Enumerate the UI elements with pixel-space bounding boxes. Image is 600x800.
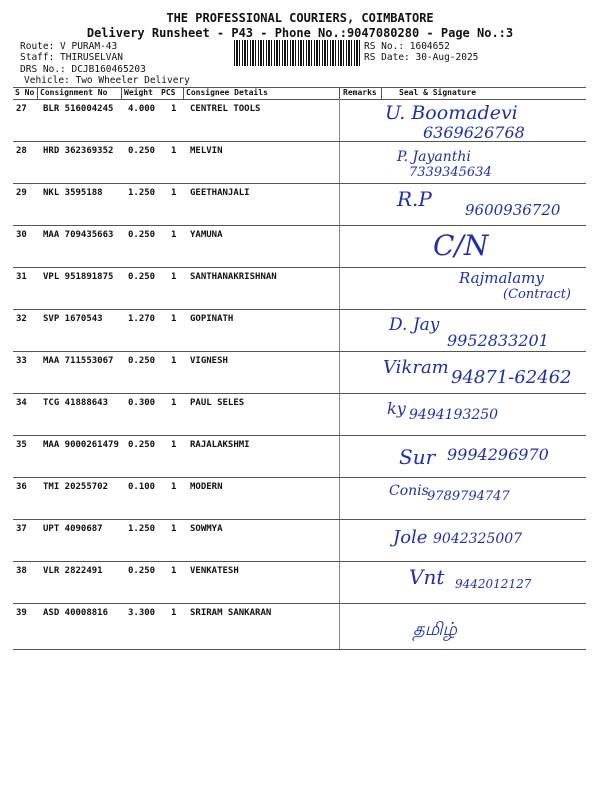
row-sno: 32 (16, 314, 27, 324)
row-consignment: UPT 4090687 (43, 524, 103, 534)
signature-name: Jole (393, 527, 428, 548)
row-pcs: 1 (171, 482, 177, 492)
signature-phone: 9952833201 (447, 331, 549, 350)
row-consignee: RAJALAKSHMI (190, 440, 250, 450)
row-weight: 0.250 (128, 356, 156, 366)
signature-phone: 7339345634 (409, 165, 492, 180)
row-sno: 29 (16, 188, 27, 198)
row-sno: 30 (16, 230, 27, 240)
rs-number: RS No.: 1604652 (364, 41, 450, 52)
signature-phone: 94871-62462 (451, 367, 572, 388)
row-consignee: GOPINATH (190, 314, 234, 324)
row-sno: 36 (16, 482, 27, 492)
row-consignment: HRD 362369352 (43, 146, 114, 156)
table-row (13, 603, 586, 649)
signature-phone: 6369626768 (423, 123, 525, 142)
row-pcs: 1 (171, 398, 177, 408)
header-remarks: Remarks (343, 88, 377, 97)
header-weight: Weight (124, 88, 153, 97)
row-consignment: VLR 2822491 (43, 566, 103, 576)
drs-label: DRS No.: DCJB160465203 (20, 64, 146, 75)
table-row (13, 477, 586, 519)
row-weight: 0.300 (128, 398, 156, 408)
row-weight: 0.250 (128, 440, 156, 450)
signature-name: Vikram (383, 357, 449, 378)
row-pcs: 1 (171, 188, 177, 198)
row-consignee: MODERN (190, 482, 223, 492)
page-title: THE PROFESSIONAL COURIERS, COIMBATORE (166, 11, 434, 25)
row-consignee: SOWMYA (190, 524, 223, 534)
row-consignment: NKL 3595188 (43, 188, 103, 198)
header-consignment: Consignment No (40, 88, 108, 97)
row-weight: 0.100 (128, 482, 156, 492)
row-sno: 27 (16, 104, 27, 114)
row-consignee: CENTREL TOOLS (190, 104, 261, 114)
signature-name: C/N (433, 229, 489, 262)
row-weight: 0.250 (128, 566, 156, 576)
row-consignee: VENKATESH (190, 566, 239, 576)
row-sno: 35 (16, 440, 27, 450)
signature-phone: (Contract) (503, 287, 571, 302)
row-pcs: 1 (171, 356, 177, 366)
row-pcs: 1 (171, 230, 177, 240)
row-consignee: MELVIN (190, 146, 223, 156)
table-row (13, 351, 586, 393)
row-pcs: 1 (171, 608, 177, 618)
signature-name: Conis (389, 483, 429, 499)
table-row (13, 309, 586, 351)
header-sno: S No (15, 88, 35, 97)
table-row (13, 183, 586, 225)
table-row (13, 141, 586, 183)
row-weight: 1.270 (128, 314, 156, 324)
signature-name: R.P (397, 187, 432, 211)
signature-name: P. Jayanthi (397, 149, 471, 165)
signature-phone: 9042325007 (433, 531, 523, 547)
row-consignee: VIGNESH (190, 356, 228, 366)
row-weight: 4.000 (128, 104, 156, 114)
vehicle-label: Vehicle: Two Wheeler Delivery (24, 75, 190, 86)
barcode (234, 40, 362, 66)
header-pcs: PCS (161, 88, 176, 97)
signature-phone: 9494193250 (409, 407, 499, 423)
row-consignee: SRIRAM SANKARAN (190, 608, 272, 618)
signature-name: U. Boomadevi (385, 102, 518, 124)
signature-name: Sur (399, 445, 436, 469)
row-sno: 34 (16, 398, 27, 408)
row-weight: 1.250 (128, 524, 156, 534)
row-consignment: TMI 20255702 (43, 482, 109, 492)
row-consignment: SVP 1670543 (43, 314, 103, 324)
row-consignment: MAA 711553067 (43, 356, 114, 366)
row-consignment: BLR 516004245 (43, 104, 114, 114)
signature-name: தமிழ் (413, 619, 457, 640)
row-pcs: 1 (171, 272, 177, 282)
table-row (13, 393, 586, 435)
table-row (13, 519, 586, 561)
row-weight: 1.250 (128, 188, 156, 198)
signature-name: Rajmalamy (459, 269, 544, 287)
signature-name: Vnt (409, 565, 445, 589)
row-sno: 38 (16, 566, 27, 576)
row-pcs: 1 (171, 524, 177, 534)
signature-name: D. Jay (389, 315, 440, 335)
route-label: Route: V PURAM-43 (20, 41, 118, 52)
row-consignment: VPL 951891875 (43, 272, 114, 282)
row-consignment: ASD 40008816 (43, 608, 109, 618)
row-weight: 0.250 (128, 272, 156, 282)
row-weight: 3.300 (128, 608, 156, 618)
row-consignee: GEETHANJALI (190, 188, 250, 198)
row-sno: 39 (16, 608, 27, 618)
row-consignee: SANTHANAKRISHNAN (190, 272, 277, 282)
row-sno: 37 (16, 524, 27, 534)
row-consignee: PAUL SELES (190, 398, 245, 408)
table-row (13, 99, 586, 141)
signature-phone: 9994296970 (447, 445, 549, 464)
row-sno: 31 (16, 272, 27, 282)
row-sno: 28 (16, 146, 27, 156)
header-signature: Seal & Signature (399, 88, 477, 97)
row-consignment: TCG 41888643 (43, 398, 109, 408)
staff-label: Staff: THIRUSELVAN (20, 52, 123, 63)
header-consignee: Consignee Details (186, 88, 268, 97)
page-subtitle: Delivery Runsheet - P43 - Phone No.:9047080280 - Page No.:3 (86, 26, 514, 40)
table-row (13, 561, 586, 603)
table-row (13, 225, 586, 267)
row-consignee: YAMUNA (190, 230, 223, 240)
row-pcs: 1 (171, 146, 177, 156)
signature-phone: 9789794747 (427, 489, 510, 504)
row-sno: 33 (16, 356, 27, 366)
row-pcs: 1 (171, 440, 177, 450)
row-pcs: 1 (171, 566, 177, 576)
row-weight: 0.250 (128, 146, 156, 156)
runsheet-table (13, 87, 586, 649)
signature-phone: 9600936720 (465, 201, 561, 219)
row-pcs: 1 (171, 314, 177, 324)
row-consignment: MAA 709435663 (43, 230, 114, 240)
table-row (13, 435, 586, 477)
signature-name: ky (387, 399, 406, 418)
table-row (13, 267, 586, 309)
row-weight: 0.250 (128, 230, 156, 240)
row-consignment: MAA 9000261479 (43, 440, 119, 450)
signature-phone: 9442012127 (455, 577, 532, 591)
rs-date: RS Date: 30-Aug-2025 (364, 52, 479, 63)
row-pcs: 1 (171, 104, 177, 114)
